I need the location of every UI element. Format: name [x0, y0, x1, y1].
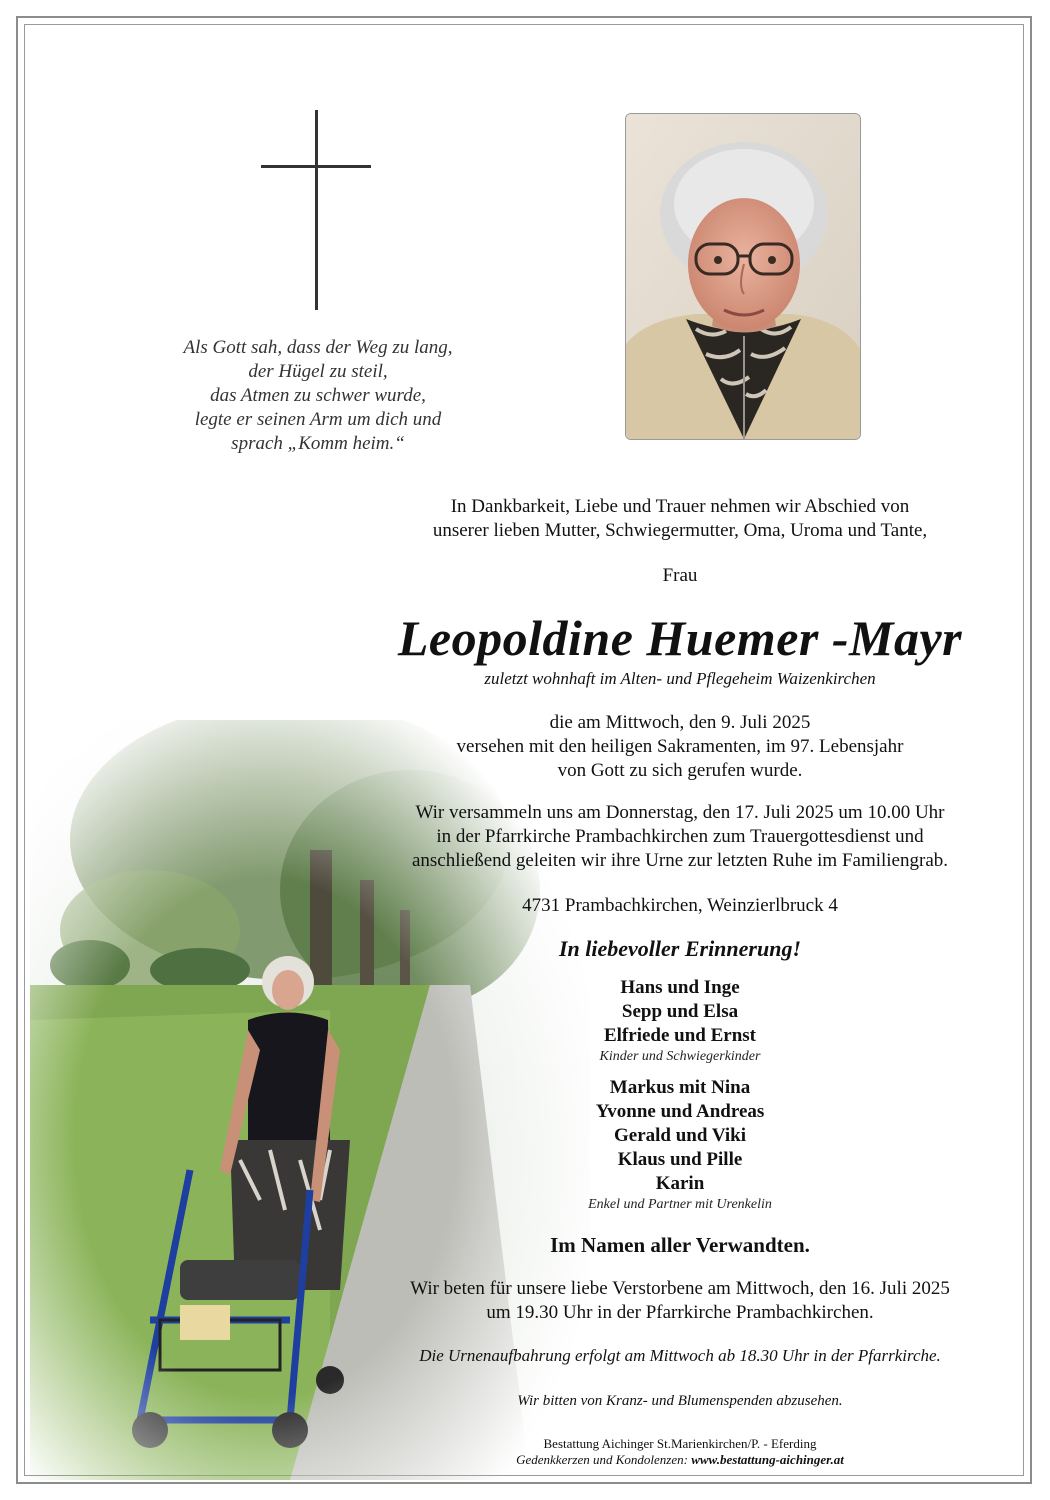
death-line: versehen mit den heiligen Sakramenten, im 97. Lebensjahr — [456, 736, 904, 757]
grandchildren-list — [360, 1076, 1000, 1214]
address: 4731 Prambachkirchen, Weinzierlbruck 4 — [522, 895, 838, 916]
prayer-line: um 19.30 Uhr in der Pfarrkirche Prambachkirchen. — [486, 1302, 874, 1323]
poem-line: das Atmen zu schwer wurde, — [210, 385, 426, 406]
mourner-role: Enkel und Partner mit Urenkelin — [588, 1197, 772, 1212]
salutation: Frau — [662, 565, 698, 586]
relatives-line: Im Namen aller Verwandten. — [550, 1233, 810, 1257]
memory-heading: In liebevoller Erinnerung! — [558, 936, 802, 961]
mourner-name: Gerald und Viki — [614, 1125, 746, 1146]
undertaker-info — [360, 1436, 1000, 1468]
prayer-line: Wir beten für unsere liebe Verstorbene am Mittwoch, den 16. Juli 2025 — [410, 1278, 950, 1299]
undertaker-name: Bestattung Aichinger St.Marienkirchen/P. - Eferding — [543, 1436, 817, 1451]
funeral-line: in der Pfarrkirche Prambachkirchen zum Trauergottesdienst und — [436, 826, 924, 847]
mourner-name: Hans und Inge — [620, 977, 740, 998]
mourner-name: Klaus und Pille — [617, 1149, 743, 1170]
intro-line: In Dankbarkeit, Liebe und Trauer nehmen wir Abschied von — [450, 496, 910, 517]
mourner-name: Karin — [655, 1173, 705, 1194]
deceased-name: Leopoldine Huemer -Mayr — [397, 610, 963, 666]
poem-line: legte er seinen Arm um dich und — [194, 409, 442, 430]
poem — [120, 336, 516, 456]
poem-line: Als Gott sah, dass der Weg zu lang, — [183, 337, 453, 358]
residence: zuletzt wohnhaft im Alten- und Pflegeheim Waizenkirchen — [484, 669, 876, 688]
mourner-name: Sepp und Elsa — [621, 1001, 739, 1022]
death-notice — [360, 711, 1000, 783]
mourner-name: Elfriede und Ernst — [603, 1025, 757, 1046]
mourner-name: Yvonne und Andreas — [595, 1101, 765, 1122]
funeral-notice — [360, 801, 1000, 873]
portrait-photo — [625, 113, 861, 440]
intro-text — [360, 495, 1000, 543]
poem-line: der Hügel zu steil, — [248, 361, 388, 382]
death-line: von Gott zu sich gerufen wurde. — [557, 760, 803, 781]
prayer-notice — [360, 1277, 1000, 1325]
funeral-line: anschließend geleiten wir ihre Urne zur letzten Ruhe im Familiengrab. — [411, 850, 949, 871]
mourner-role: Kinder und Schwiegerkinder — [599, 1049, 761, 1064]
children-list — [360, 976, 1000, 1066]
death-line: die am Mittwoch, den 9. Juli 2025 — [549, 712, 811, 733]
funeral-line: Wir versammeln uns am Donnerstag, den 17. Juli 2025 um 10.00 Uhr — [415, 802, 945, 823]
mourner-name: Markus mit Nina — [609, 1077, 751, 1098]
intro-line: unserer lieben Mutter, Schwiegermutter, Oma, Uroma und Tante, — [432, 520, 928, 541]
poem-line: sprach „Komm heim.“ — [231, 433, 405, 454]
flowers-note: Wir bitten von Kranz- und Blumenspenden abzusehen. — [517, 1393, 843, 1409]
website-link[interactable]: www.bestattung-aichinger.at — [691, 1452, 844, 1467]
urn-note: Die Urnenaufbahrung erfolgt am Mittwoch ab 18.30 Uhr in der Pfarrkirche. — [419, 1346, 941, 1365]
condolence-label: Gedenkkerzen und Kondolenzen: — [516, 1452, 688, 1467]
